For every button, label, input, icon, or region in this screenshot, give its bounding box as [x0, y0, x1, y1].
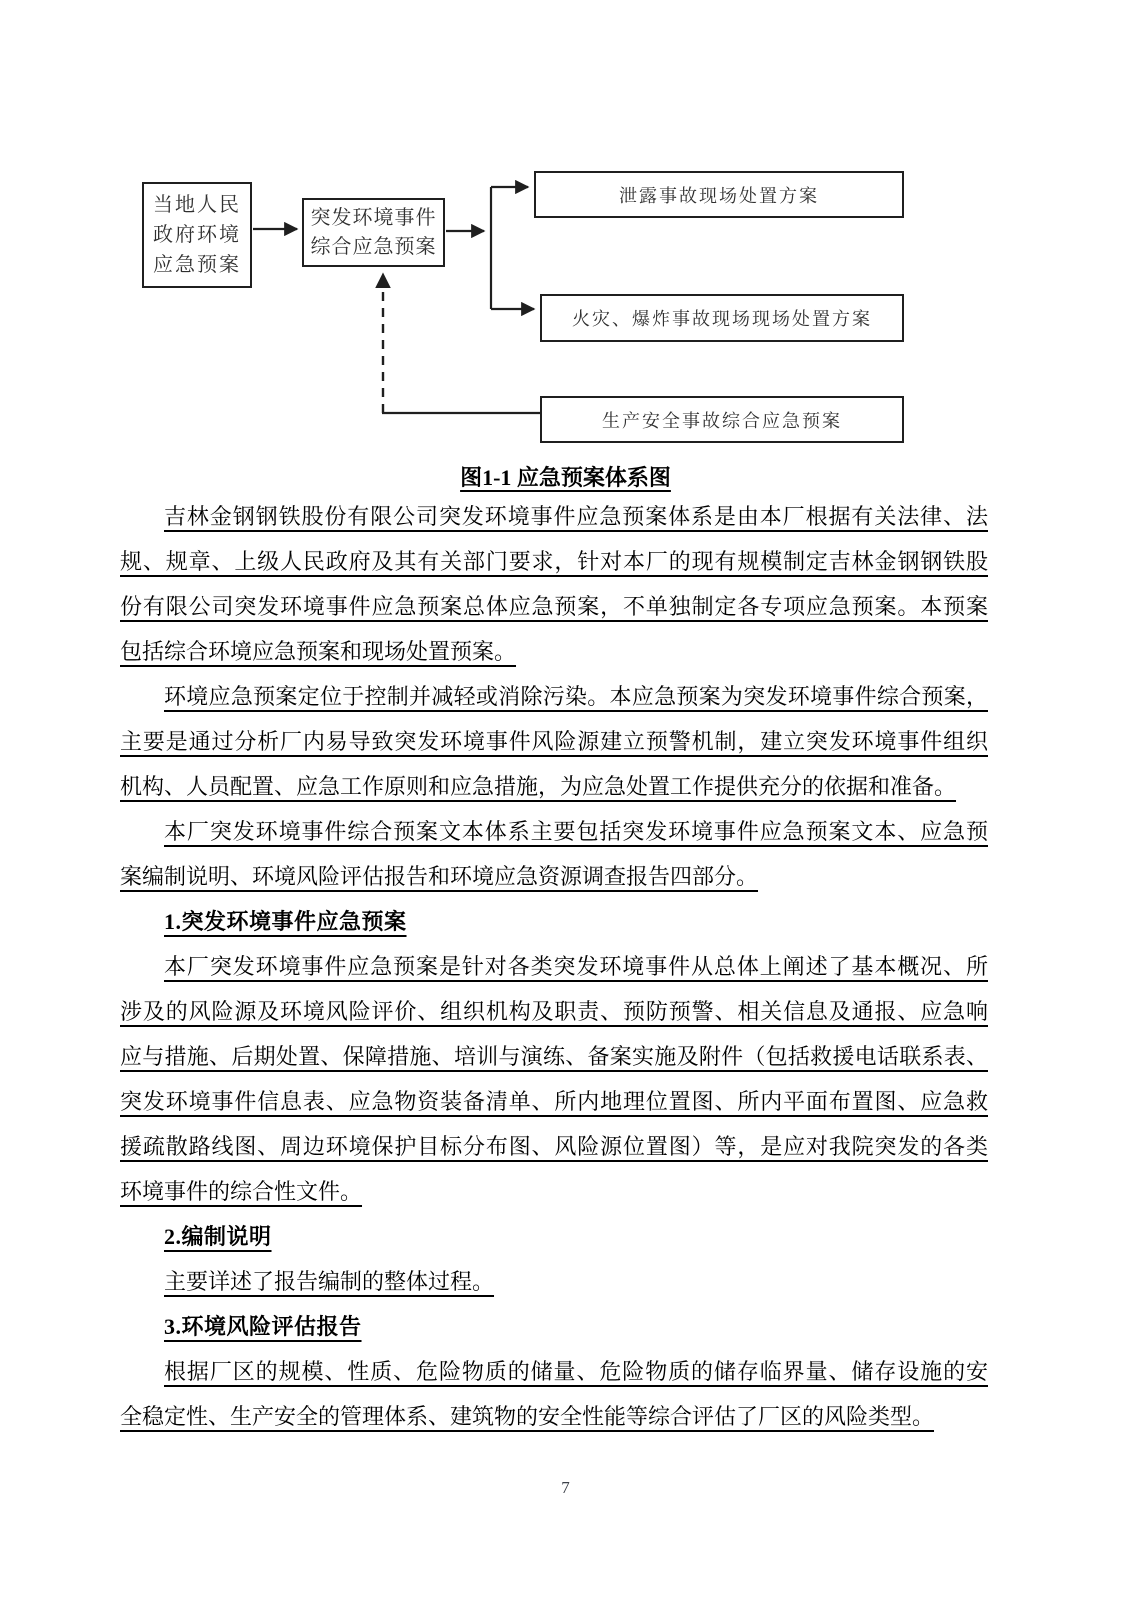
text-line: 涉及的风险源及环境风险评价、组织机构及职责、预防预警、相关信息及通报、应急响: [120, 999, 988, 1024]
paragraph-3: [120, 809, 988, 899]
text-line: 援疏散路线图、周边环境保护目标分布图、风险源位置图）等，是应对我院突发的各类: [120, 1134, 988, 1159]
text-line: 主要是通过分析厂内易导致突发环境事件风险源建立预警机制，建立突发环境事件组织: [120, 729, 988, 754]
flowchart-node-production-safety-plan: [540, 396, 904, 443]
paragraph-6: [120, 1349, 988, 1439]
paragraph-5: [120, 1259, 988, 1304]
text-line: 突发环境事件信息表、应急物资装备清单、所内地理位置图、所内平面布置图、应急救: [120, 1089, 988, 1114]
text-line: 本厂突发环境事件综合预案文本体系主要包括突发环境事件应急预案文本、应急预: [164, 819, 988, 844]
paragraph-4: [120, 944, 988, 1214]
section-heading-1: 1.突发环境事件应急预案: [164, 909, 407, 934]
text-line: 吉林金钢钢铁股份有限公司突发环境事件应急预案体系是由本厂根据有关法律、法: [164, 504, 988, 529]
text-line: 环境应急预案定位于控制并减轻或消除污染。本应急预案为突发环境事件综合预案，: [164, 684, 988, 709]
flowchart-node-comprehensive-plan: [302, 198, 445, 267]
section-heading-2: 2.编制说明: [164, 1224, 272, 1249]
text-line: 主要详述了报告编制的整体过程。: [164, 1269, 495, 1294]
text-line: 机构、人员配置、应急工作原则和应急措施，为应急处置工作提供充分的依据和准备。: [120, 774, 957, 799]
body-text: [120, 494, 988, 1439]
text-line: 应与措施、后期处置、保障措施、培训与演练、备案实施及附件（包括救援电话联系表、: [120, 1044, 988, 1069]
flowchart-node-local-government-plan: [142, 182, 252, 288]
text-line: 根据厂区的规模、性质、危险物质的储量、危险物质的储存临界量、储存设施的安: [164, 1359, 988, 1384]
node-text-line: 突发环境事件: [310, 206, 437, 229]
node-text: 泄露事故现场处置方案: [619, 185, 819, 206]
figure-caption: 图1-1 应急预案体系图: [460, 465, 671, 490]
text-line: 规、规章、上级人民政府及其有关部门要求，针对本厂的现有规模制定吉林金钢钢铁股: [120, 549, 988, 574]
node-text: 火灾、爆炸事故现场现场处置方案: [572, 309, 872, 329]
node-text-line: 政府环境: [153, 224, 241, 246]
text-line: 份有限公司突发环境事件应急预案总体应急预案，不单独制定各专项应急预案。本预案: [120, 594, 988, 619]
flowchart-node-fire-explosion-plan: [540, 294, 904, 342]
text-line: 全稳定性、生产安全的管理体系、建筑物的安全性能等综合评估了厂区的风险类型。: [120, 1404, 935, 1429]
node-text: 生产安全事故综合应急预案: [602, 410, 842, 431]
paragraph-1: [120, 494, 988, 674]
text-line: 环境事件的综合性文件。: [120, 1179, 363, 1204]
flowchart-node-leak-accident-plan: [534, 171, 904, 218]
paragraph-2: [120, 674, 988, 809]
page-number: 7: [561, 1478, 570, 1497]
section-heading-3: 3.环境风险评估报告: [164, 1314, 362, 1339]
node-text-line: 当地人民: [153, 194, 241, 216]
node-text-line: 应急预案: [153, 254, 241, 276]
text-line: 案编制说明、环境风险评估报告和环境应急资源调查报告四部分。: [120, 864, 759, 889]
text-line: 本厂突发环境事件应急预案是针对各类突发环境事件从总体上阐述了基本概况、所: [164, 954, 988, 979]
text-line: 包括综合环境应急预案和现场处置预案。: [120, 639, 517, 664]
node-text-line: 综合应急预案: [310, 235, 437, 258]
